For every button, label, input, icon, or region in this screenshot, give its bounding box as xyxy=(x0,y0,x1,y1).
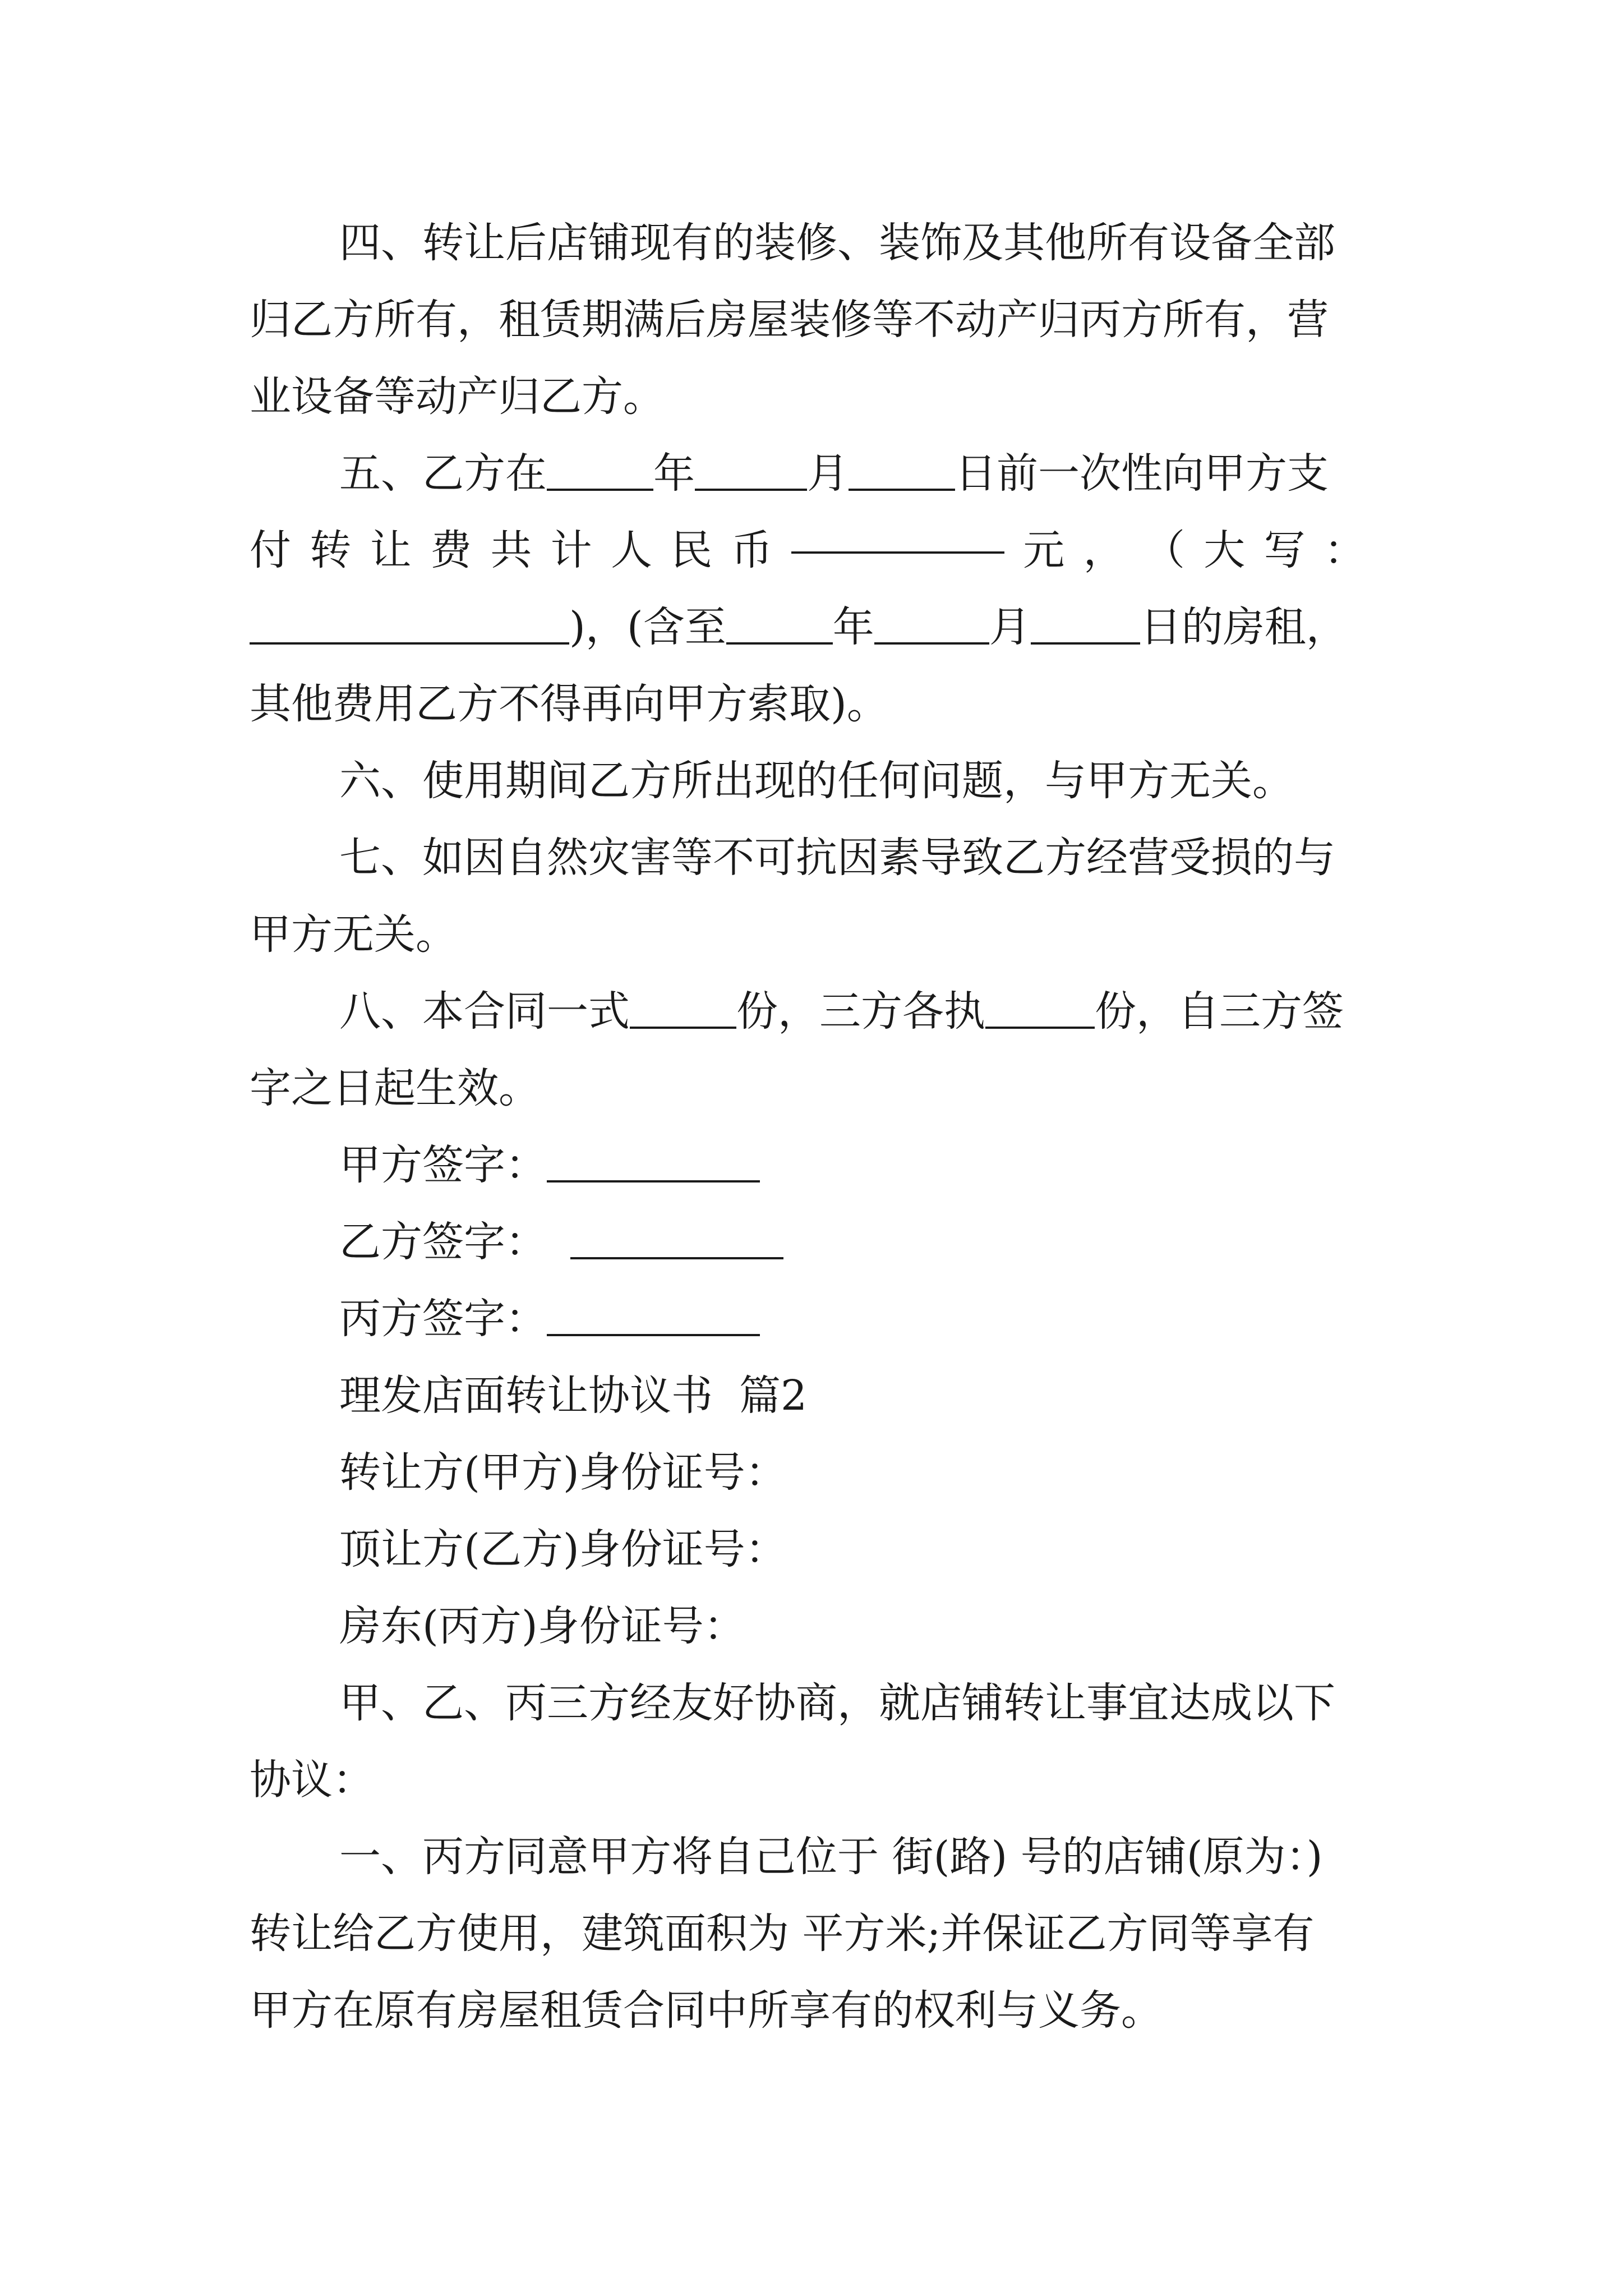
clause-6: 六、使用期间乙方所出现的任何问题，与甲方无关。 xyxy=(339,757,1294,805)
section-2-title: 理发店面转让协议书 篇2 xyxy=(339,1372,808,1420)
clause-5-line-3 xyxy=(250,589,1348,666)
section-2-clause-1-line-2: 转让给乙方使用，建筑面积为 平方米;并保证乙方同等享有 xyxy=(250,1910,1315,1958)
landlord-id: 房东(丙方)身份证号： xyxy=(339,1602,745,1650)
signature-label-a: 甲方签字： xyxy=(339,1141,547,1189)
clause-7-line-1: 七、如因自然灾害等不可抗因素导致乙方经营受损的与 xyxy=(339,834,1335,882)
clause-5-text-b: 日前一次性向甲方支 xyxy=(955,449,1329,498)
clause-5-text-a: 五、乙方在 xyxy=(339,449,547,498)
transferor-id: 转让方(甲方)身份证号： xyxy=(339,1448,787,1497)
blank-year-2 xyxy=(726,603,833,645)
clause-5-text-month: 月 xyxy=(807,449,849,498)
char: 写 xyxy=(1264,526,1306,574)
char: ， xyxy=(1083,526,1125,574)
clause-5-text-c: )，(含至 xyxy=(569,603,726,651)
clause-5-line-4: 其他费用乙方不得再向甲方索取)。 xyxy=(250,680,888,728)
char: 转 xyxy=(310,526,352,574)
blank-day xyxy=(849,449,955,491)
signature-label-b: 乙方签字： xyxy=(339,1218,547,1266)
clause-7-line-2: 甲方无关。 xyxy=(250,910,457,959)
clause-8-line-2: 字之日起生效。 xyxy=(250,1064,540,1112)
char: 共 xyxy=(490,526,532,574)
char: 币 xyxy=(731,526,773,574)
clause-8-text-b: 份，三方各执 xyxy=(736,987,985,1036)
char: 民 xyxy=(671,526,713,574)
signature-party-a xyxy=(339,1127,760,1204)
char: 元 xyxy=(1023,526,1065,574)
clause-8-line-1 xyxy=(339,973,1344,1050)
char: 计 xyxy=(550,526,592,574)
signature-party-c xyxy=(339,1281,760,1358)
clause-5-line-2 xyxy=(250,512,1366,589)
signature-label-c: 丙方签字： xyxy=(339,1295,547,1343)
signature-party-b xyxy=(339,1204,783,1281)
blank-copies xyxy=(630,987,736,1029)
blank-amount xyxy=(791,512,1004,554)
signature-blank-b xyxy=(570,1218,783,1259)
clause-5-text-year: 年 xyxy=(653,449,695,498)
char: （ xyxy=(1143,526,1185,574)
section-2-clause-1-line-1: 一、丙方同意甲方将自己位于 街(路) 号的店铺(原为：) xyxy=(339,1833,1323,1881)
clause-5-text-month-2: 月 xyxy=(989,603,1031,651)
char: ： xyxy=(1324,526,1366,574)
char: 人 xyxy=(610,526,652,574)
char: 费 xyxy=(430,526,472,574)
clause-4-line-2: 归乙方所有，租赁期满后房屋装修等不动产归丙方所有，营 xyxy=(250,296,1329,344)
clause-8-text-c: 份，自三方签 xyxy=(1095,987,1344,1036)
char: 让 xyxy=(370,526,412,574)
clause-5-line-1 xyxy=(339,435,1329,512)
clause-5-text-year-2: 年 xyxy=(832,603,874,651)
blank-month-2 xyxy=(874,603,989,645)
clause-5-text-d: 日的房租， xyxy=(1140,603,1348,651)
char: 付 xyxy=(250,526,291,574)
blank-day-2 xyxy=(1031,603,1140,645)
section-2-clause-1-line-3: 甲方在原有房屋租赁合同中所享有的权利与义务。 xyxy=(250,1986,1163,2035)
transferee-id: 顶让方(乙方)身份证号： xyxy=(339,1525,787,1573)
signature-blank-a xyxy=(547,1141,760,1182)
blank-copies-each xyxy=(985,987,1095,1029)
intro-line-2: 协议： xyxy=(250,1756,374,1804)
blank-month xyxy=(695,449,807,491)
signature-blank-c xyxy=(547,1295,760,1336)
blank-year xyxy=(547,449,653,491)
char: 大 xyxy=(1204,526,1246,574)
clause-4-line-1: 四、转让后店铺现有的装修、装饰及其他所有设备全部 xyxy=(339,219,1335,267)
intro-line-1: 甲、乙、丙三方经友好协商，就店铺转让事宜达成以下 xyxy=(339,1679,1335,1727)
clause-8-text-a: 八、本合同一式 xyxy=(339,987,630,1036)
blank-amount-uppercase xyxy=(250,603,569,645)
clause-4-line-3: 业设备等动产归乙方。 xyxy=(250,372,665,421)
